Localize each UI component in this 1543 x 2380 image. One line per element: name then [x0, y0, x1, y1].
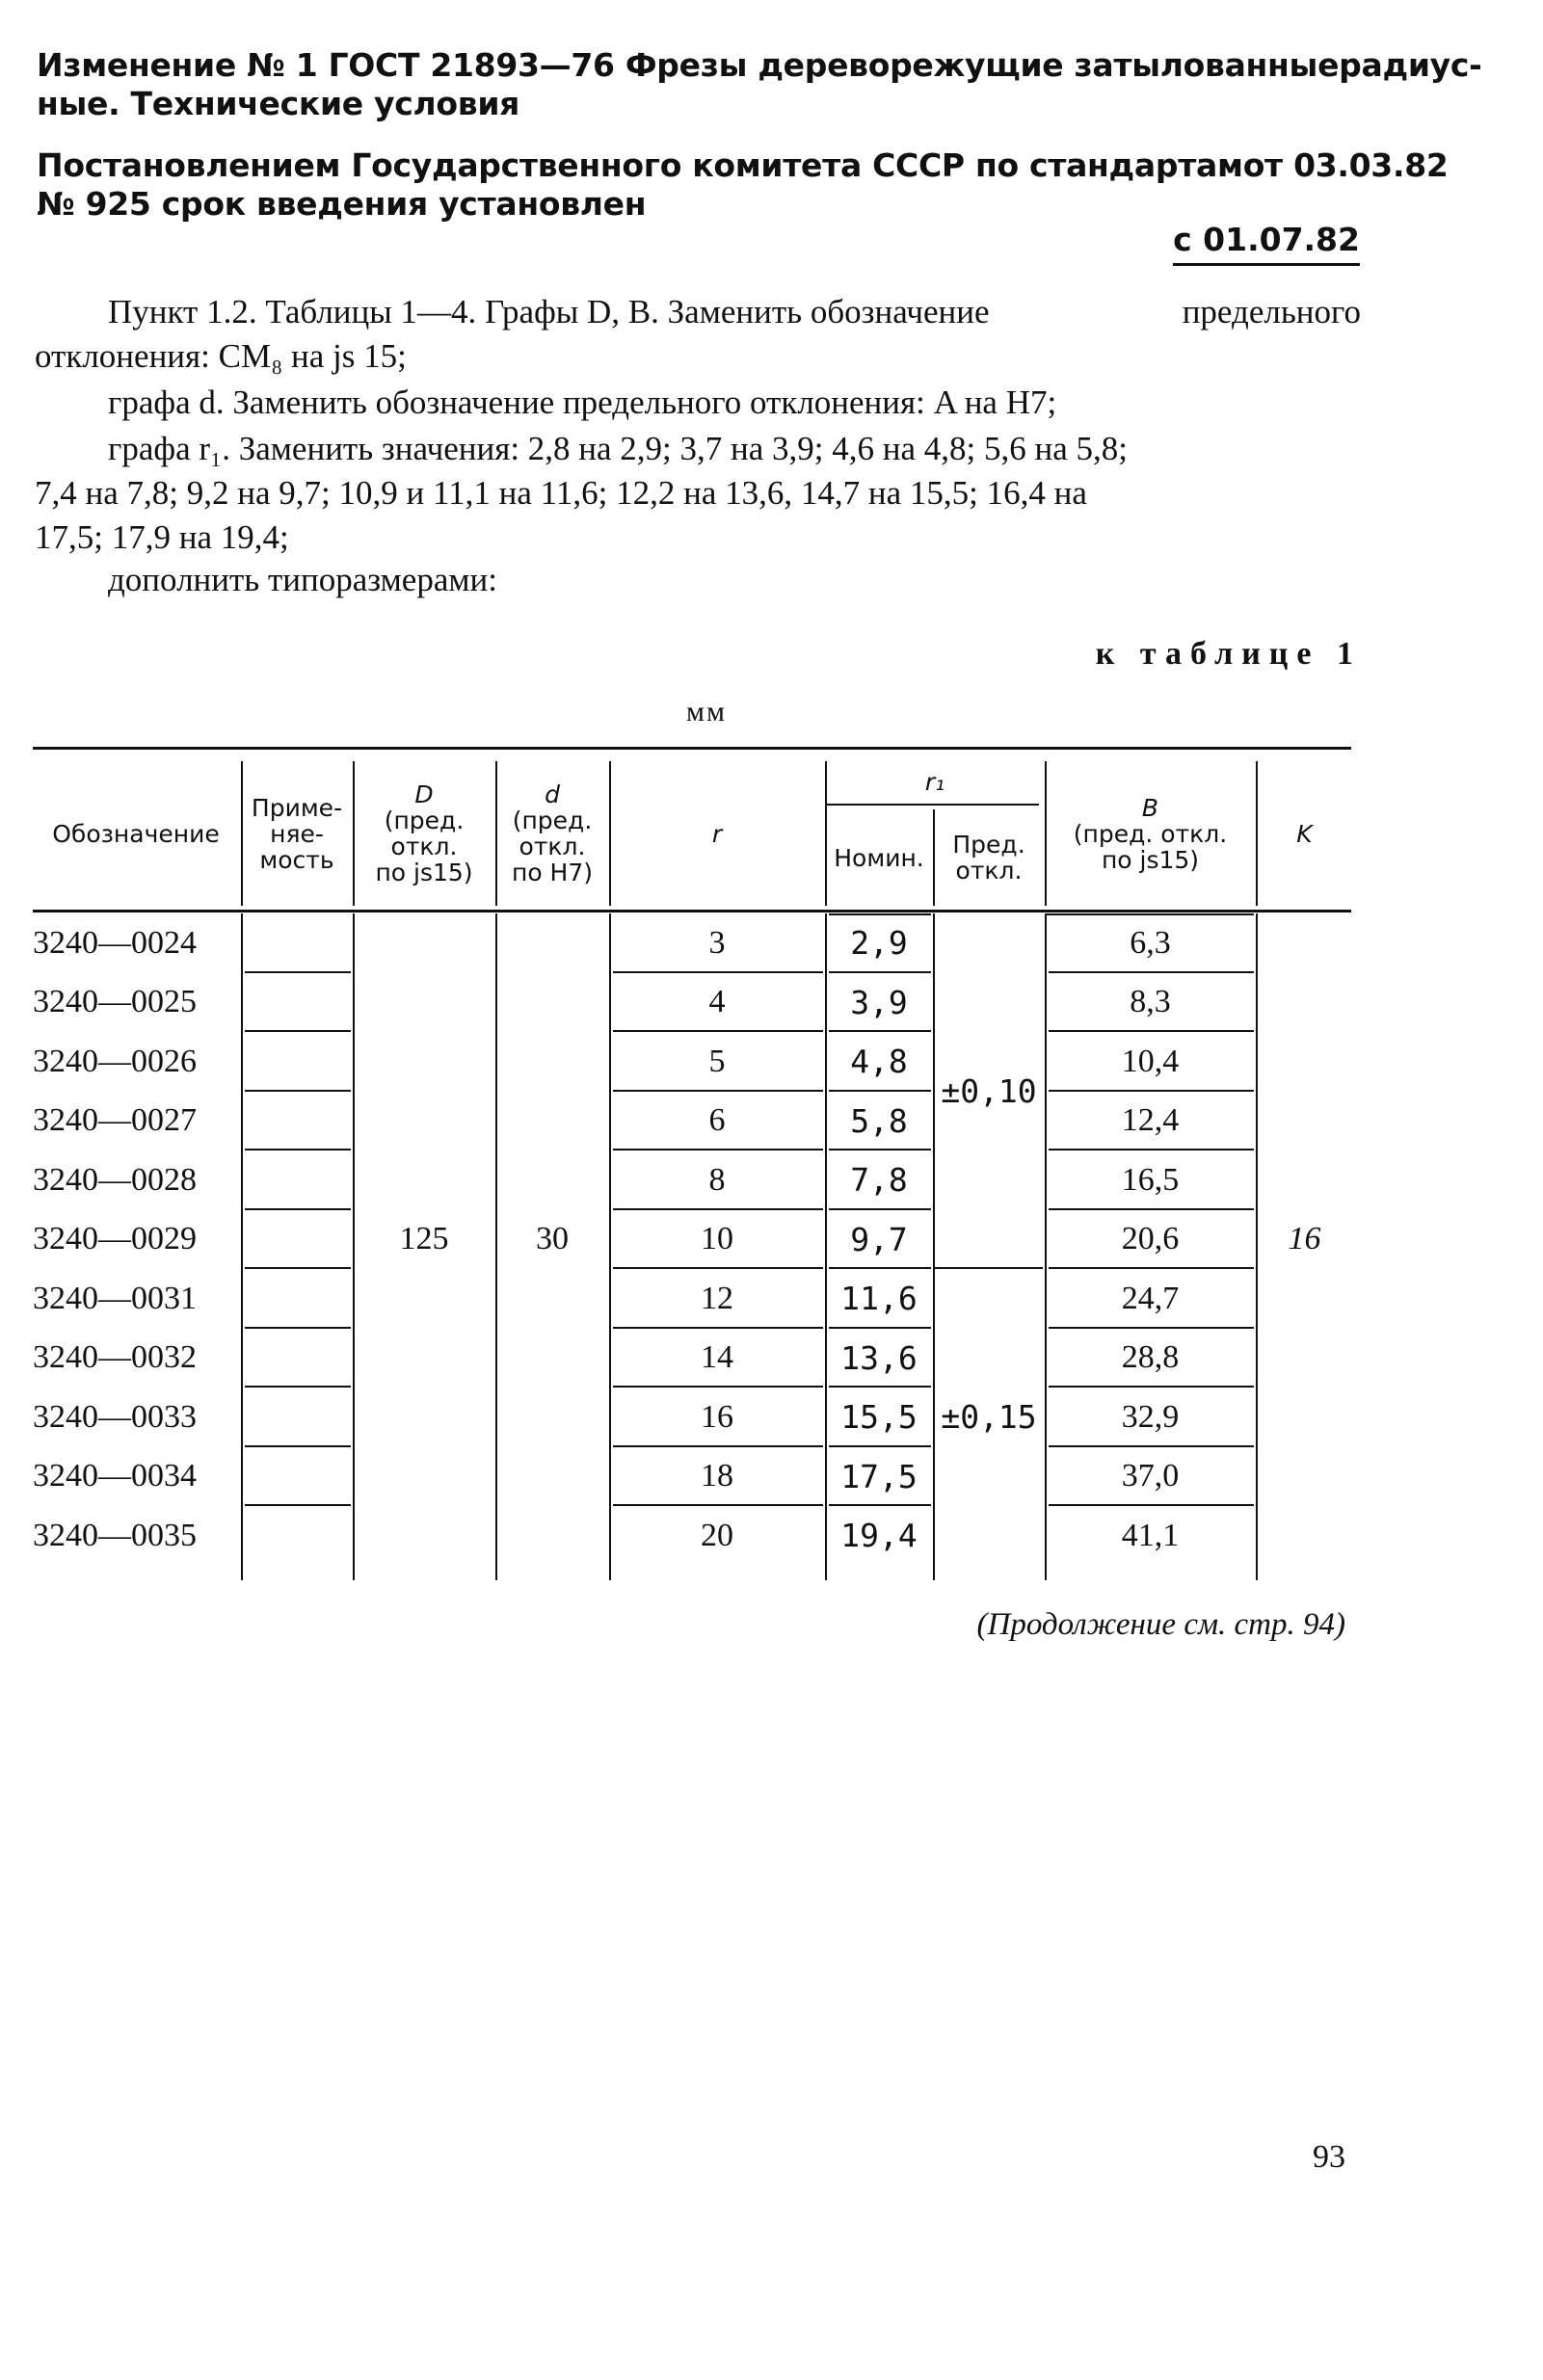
row-B: 32,9: [1121, 1398, 1180, 1435]
header-applicability-l3: мость: [259, 845, 334, 874]
row-B: 37,0: [1121, 1458, 1180, 1494]
column-rule: [241, 913, 243, 1580]
row-r: 6: [708, 1102, 726, 1139]
row-r1-nominal: 5,8: [850, 1101, 908, 1140]
paragraph-3-line3: 17,5; 17,9 на 19,4;: [35, 518, 289, 556]
header-r1-tol-l1: Пред.: [952, 831, 1025, 859]
change-title-line2: ные. Технические условия: [37, 85, 520, 122]
header-d-l3: откл.: [519, 833, 586, 860]
paragraph-1-line2: отклонения: CM₈ на js 15;: [35, 337, 407, 375]
header-d-l4: по H7): [511, 859, 594, 886]
header-designation-label: Обозначение: [52, 819, 220, 848]
row-r: 10: [701, 1221, 733, 1257]
row-rule: [245, 1149, 351, 1150]
table-unit: мм: [686, 696, 727, 727]
row-r1-nominal: 4,8: [850, 1043, 908, 1081]
row-B: 12,4: [1121, 1102, 1180, 1139]
header-K: [1258, 761, 1351, 906]
table-header-rule: [33, 910, 1351, 912]
row-r1-nominal: 9,7: [850, 1220, 908, 1258]
row-B: 20,6: [1121, 1221, 1180, 1257]
header-applicability: [243, 761, 351, 906]
row-designation: 3240—0029: [33, 1221, 197, 1257]
header-r-symbol: r: [711, 819, 723, 848]
decree-line1: Постановлением Государственного комитета СССР по стандартам: [37, 146, 1243, 184]
header-r1-tol-l2: откл.: [955, 857, 1023, 885]
row-r1-nominal: 17,5: [840, 1457, 918, 1495]
cell-D-value: 125: [399, 1221, 449, 1257]
header-K-symbol: K: [1296, 819, 1313, 848]
row-rule: [245, 1504, 351, 1506]
row-B: 16,5: [1121, 1161, 1180, 1198]
enact-date: с 01.07.82: [1173, 221, 1360, 266]
row-B: 28,8: [1121, 1339, 1180, 1376]
row-r: 4: [708, 984, 726, 1020]
row-rule: [245, 1327, 351, 1329]
decree-line2: № 925 срок введения установлен: [37, 185, 647, 223]
paragraph-3-line1: графа r₁. Заменить значения: 2,8 на 2,9; 3,7 на 3,9; 4,6 на 4,8; 5,6 на 5,8;: [108, 430, 1128, 467]
table-top-rule: [33, 747, 1351, 750]
paragraph-1-text: Пункт 1.2. Таблицы 1—4. Графы D, B. Заменить обозначение: [108, 293, 990, 331]
header-d-l2: (пред.: [512, 807, 593, 834]
row-rule: [245, 1267, 351, 1269]
row-rule: [245, 1208, 351, 1210]
header-r1-tolerance: [935, 809, 1043, 906]
row-r1-nominal: 13,6: [840, 1338, 918, 1377]
cell-r1-tolerance-group2: ±0,15: [941, 1398, 1037, 1437]
page-number: 93: [1313, 2139, 1345, 2175]
row-rule: [245, 1445, 351, 1447]
row-designation: 3240—0025: [33, 984, 197, 1020]
header-r: [611, 761, 823, 906]
row-B: 24,7: [1121, 1280, 1180, 1316]
row-r: 20: [701, 1517, 733, 1553]
cell-K-value: 16: [1288, 1221, 1321, 1257]
paragraph-1-end: предельного: [1182, 293, 1361, 331]
row-r1-nominal: 11,6: [840, 1280, 918, 1318]
header-designation: [33, 761, 239, 906]
header-r1: [827, 761, 1043, 802]
row-r1-nominal: 19,4: [840, 1517, 918, 1555]
row-r1-nominal: 3,9: [850, 983, 908, 1021]
cell-d-value: 30: [536, 1221, 569, 1257]
header-r1-symbol: r₁: [924, 767, 945, 796]
row-r: 16: [701, 1398, 733, 1435]
row-r: 8: [708, 1161, 726, 1198]
row-designation: 3240—0032: [33, 1339, 197, 1376]
row-r1-nominal: 15,5: [840, 1398, 918, 1437]
header-B-l3: по js15): [1101, 845, 1200, 874]
row-designation: 3240—0031: [33, 1280, 197, 1316]
row-B: 10,4: [1121, 1043, 1180, 1079]
header-D-symbol: D: [414, 780, 434, 808]
row-r: 14: [701, 1339, 733, 1376]
row-designation: 3240—0033: [33, 1398, 197, 1435]
header-applicability-l2: няе-: [270, 819, 324, 848]
paragraph-4: дополнить типоразмерами:: [108, 561, 497, 598]
r1-header-rule: [827, 804, 1039, 806]
header-B-l2: (пред. откл.: [1073, 819, 1228, 848]
header-D-l3: откл.: [390, 833, 458, 860]
decree-date: от 03.03.82: [1242, 146, 1449, 184]
header-B-symbol: B: [1141, 793, 1159, 822]
row-B: 6,3: [1130, 924, 1171, 961]
continued-note: (Продолжение см. стр. 94): [976, 1607, 1345, 1642]
row-designation: 3240—0024: [33, 924, 197, 961]
header-D: [355, 761, 493, 906]
header-r1-nominal-label: Номин.: [834, 843, 924, 872]
row-r: 18: [701, 1458, 733, 1494]
row-rule: [245, 1090, 351, 1092]
row-designation: 3240—0034: [33, 1458, 197, 1494]
paragraph-2: графа d. Заменить обозначение предельного отклонения: A на H7;: [108, 383, 1057, 421]
row-designation: 3240—0026: [33, 1043, 197, 1079]
row-r: 5: [708, 1043, 726, 1079]
row-rule: [245, 1386, 351, 1388]
cell-r1-tolerance-group1: ±0,10: [941, 1072, 1037, 1110]
change-title-line1: Изменение № 1 ГОСТ 21893—76 Фрезы дереворежущие затылованные: [37, 46, 1340, 84]
tolerance-group-rule: [935, 1267, 1043, 1269]
row-r: 12: [701, 1280, 733, 1316]
row-r1-nominal: 7,8: [850, 1161, 908, 1200]
header-applicability-l1: Приме-: [251, 793, 343, 822]
row-designation: 3240—0027: [33, 1102, 197, 1139]
header-B: [1047, 761, 1254, 906]
header-d-symbol: d: [545, 780, 560, 808]
header-r1-nominal: [827, 809, 931, 906]
header-D-l4: по js15): [375, 859, 473, 886]
row-r1-nominal: 2,9: [850, 924, 908, 963]
change-title-line1-end: радиус-: [1339, 46, 1482, 84]
header-d: [497, 761, 607, 906]
paragraph-3-line2: 7,4 на 7,8; 9,2 на 9,7; 10,9 и 11,1 на 11,6; 12,2 на 13,6, 14,7 на 15,5; 16,4 на: [35, 474, 1087, 512]
column-rule: [933, 913, 935, 1580]
row-B: 41,1: [1121, 1517, 1180, 1553]
header-D-l2: (пред.: [384, 807, 465, 834]
row-designation: 3240—0028: [33, 1161, 197, 1198]
row-r: 3: [708, 924, 726, 961]
row-designation: 3240—0035: [33, 1517, 197, 1553]
row-B: 8,3: [1130, 984, 1171, 1020]
row-rule: [245, 1030, 351, 1032]
row-rule: [245, 971, 351, 973]
table-caption: к таблице 1: [1095, 636, 1362, 672]
